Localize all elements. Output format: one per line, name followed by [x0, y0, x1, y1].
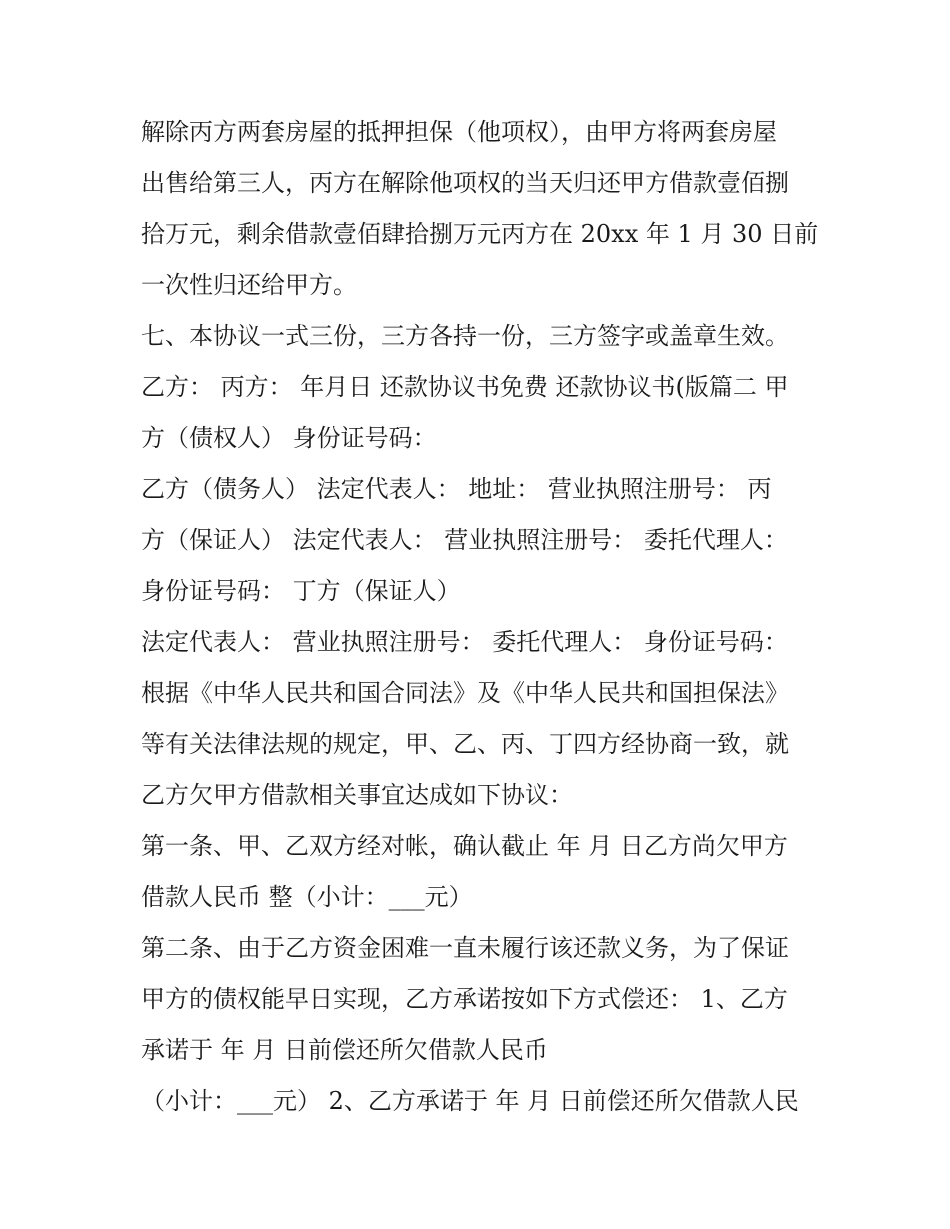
text-line: 法定代表人： 营业执照注册号： 委托代理人： 身份证号码： [141, 628, 788, 656]
text-line: 解除丙方两套房屋的抵押担保（他项权），由甲方将两套房屋 [141, 118, 777, 146]
text-line: 乙方欠甲方借款相关事宜达成如下协议： [141, 781, 573, 809]
document-body [141, 107, 821, 1127]
text-line: 乙方（债务人） 法定代表人： 地址： 营业执照注册号： 丙 [141, 475, 772, 503]
text-line: 方（债权人） 身份证号码： [141, 424, 437, 452]
text-line: 第二条、由于乙方资金困难一直未履行该还款义务，为了保证 [141, 934, 789, 962]
text-line: 承诺于 年 月 日前偿还所欠借款人民币 [141, 1036, 548, 1064]
text-line: 第一条、甲、乙双方经对帐，确认截止 年 月 日乙方尚欠甲方 [141, 832, 788, 860]
text-line: 拾万元，剩余借款壹佰肆拾捌万元丙方在 20xx 年 1 月 30 日前 [141, 220, 819, 248]
text-line: 出售给第三人，丙方在解除他项权的当天归还甲方借款壹佰捌 [141, 169, 789, 197]
text-line: 等有关法律法规的规定，甲、乙、丙、丁四方经协商一致，就 [141, 730, 789, 758]
text-line: 方（保证人） 法定代表人： 营业执照注册号： 委托代理人： [141, 526, 788, 554]
text-line: 身份证号码： 丁方（保证人） [141, 577, 461, 605]
text-line: 七、本协议一式三份，三方各持一份，三方签字或盖章生效。 [141, 322, 789, 350]
text-line: 乙方： 丙方： 年月日 还款协议书免费 还款协议书(版篇二 甲 [141, 373, 789, 401]
text-line: （小计：___元） 2、乙方承诺于 年 月 日前偿还所欠借款人民 [141, 1087, 799, 1115]
text-line: 一次性归还给甲方。 [141, 271, 357, 299]
text-line: 借款人民币 整（小计：___元） [141, 883, 473, 911]
text-line: 甲方的债权能早日实现，乙方承诺按如下方式偿还： 1、乙方 [141, 985, 788, 1013]
text-line: 根据《中华人民共和国合同法》及《中华人民共和国担保法》 [141, 679, 789, 707]
